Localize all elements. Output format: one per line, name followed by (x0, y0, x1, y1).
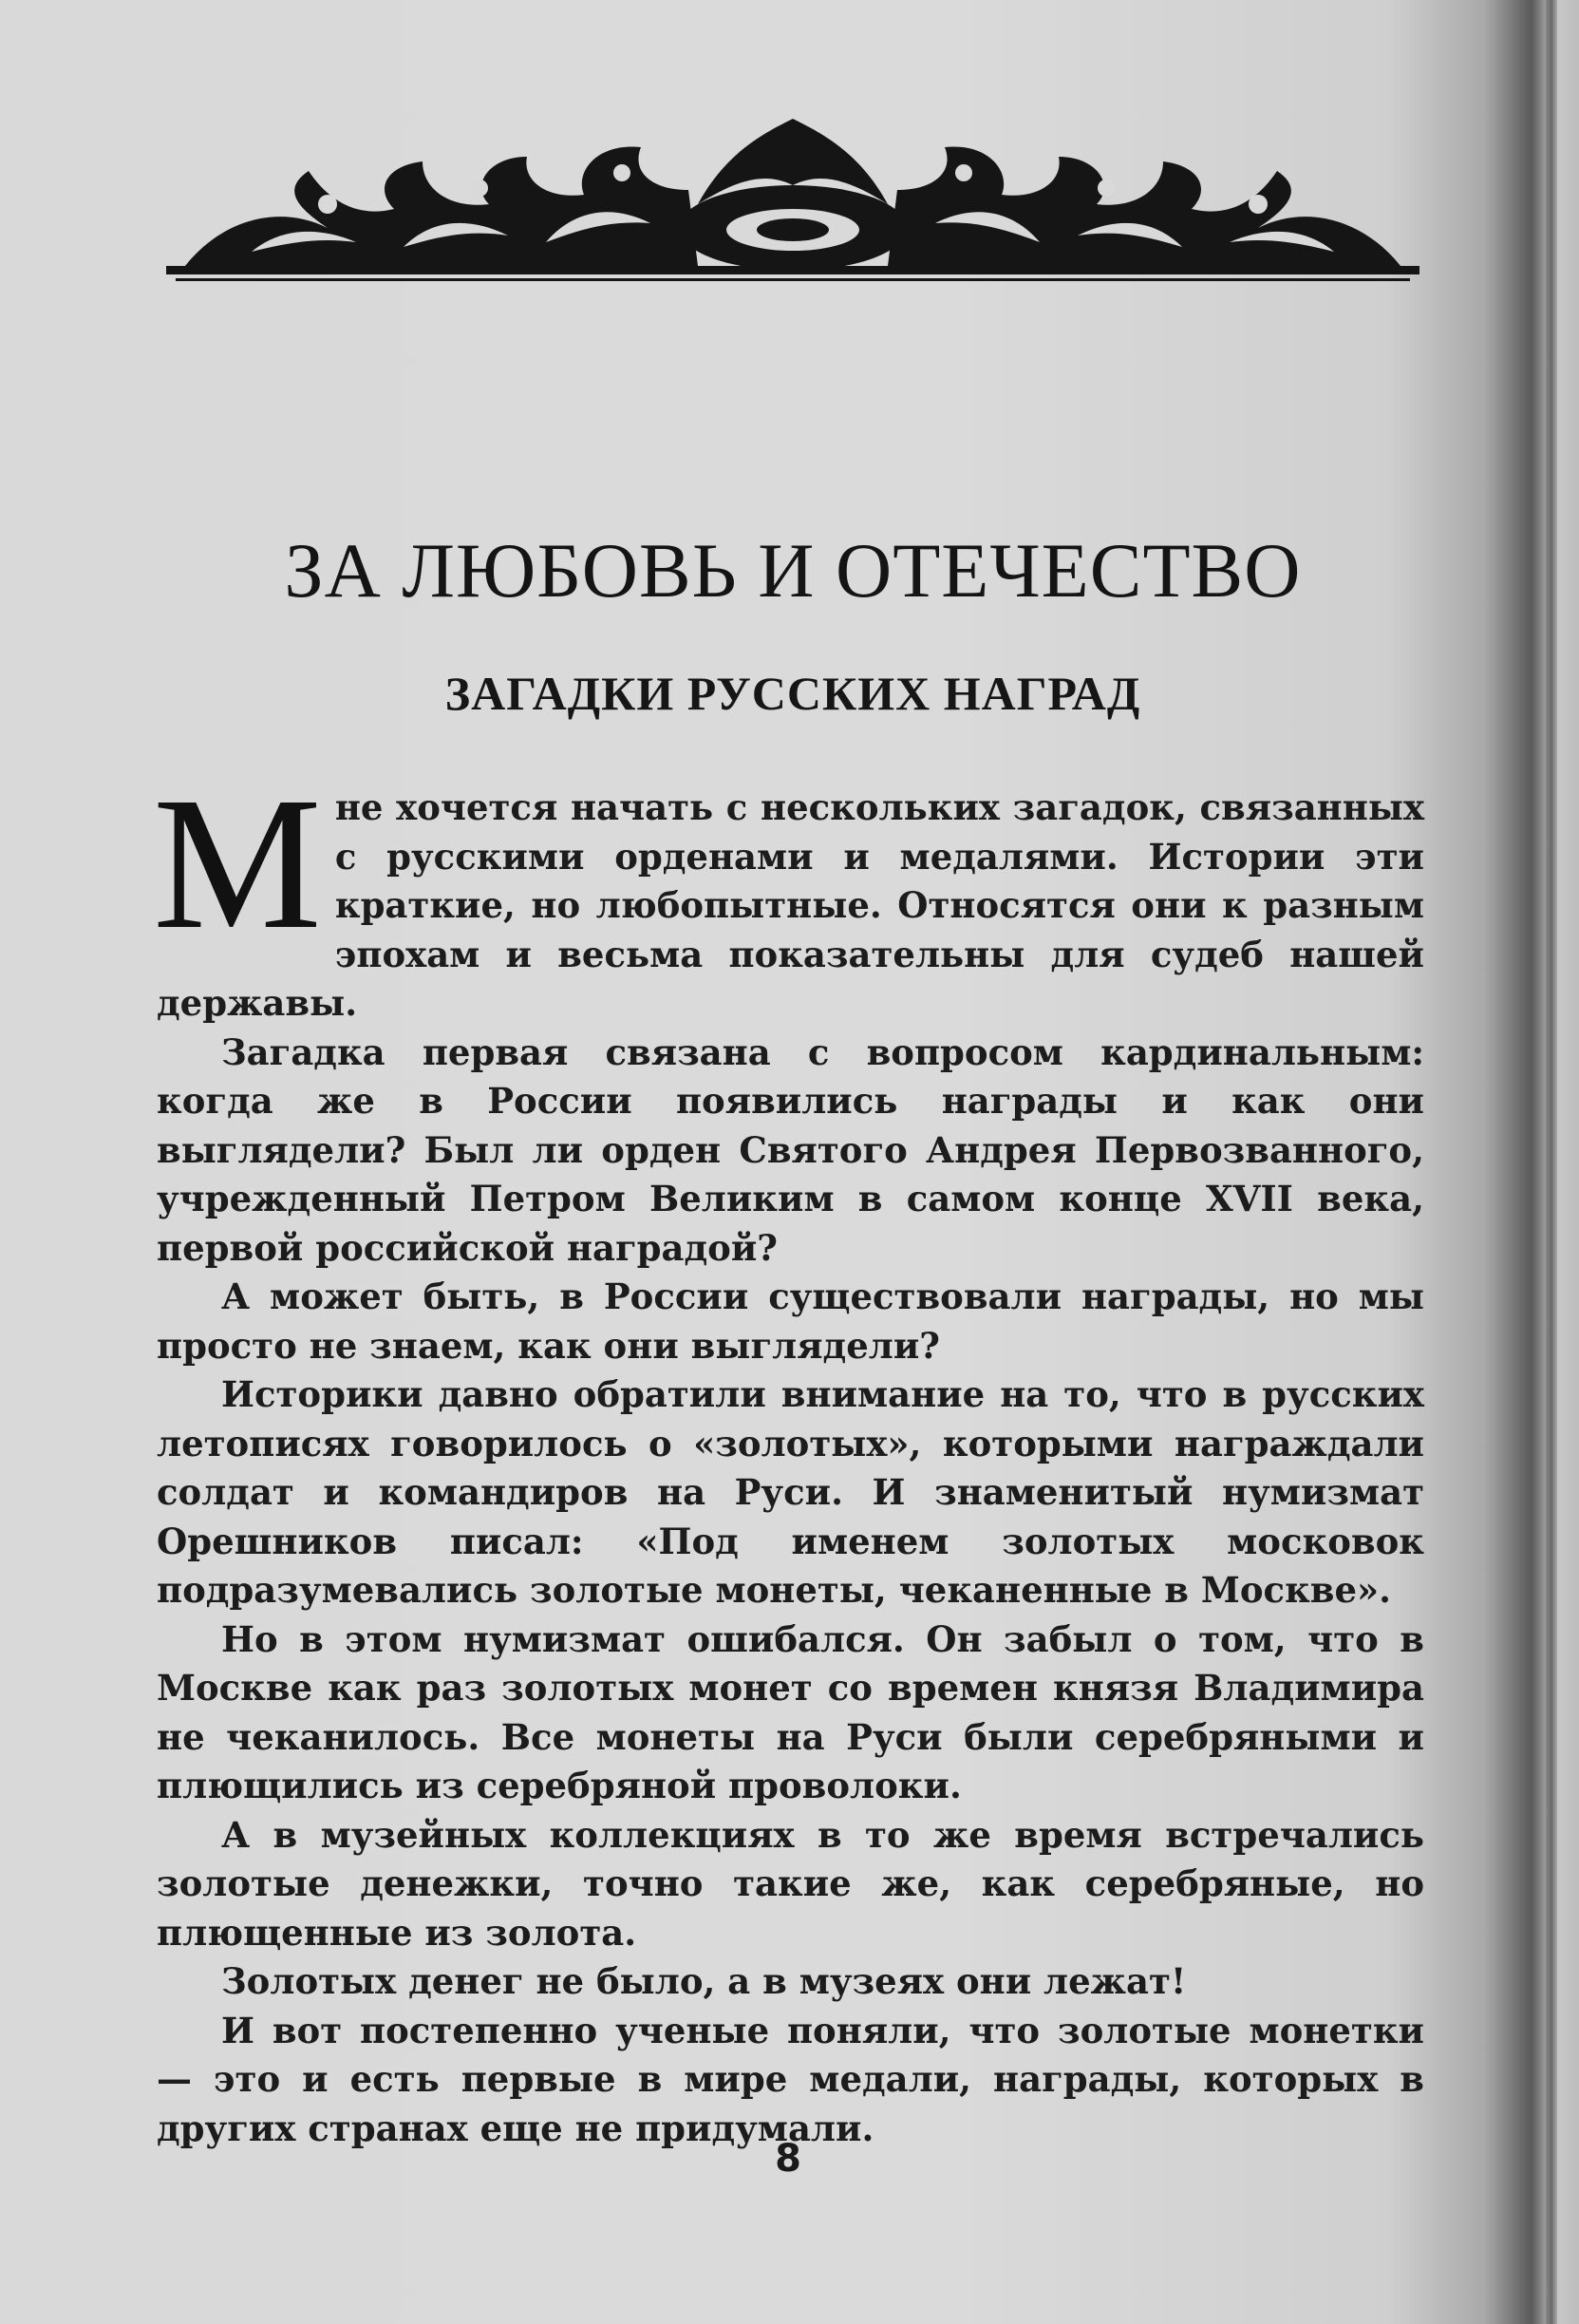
paragraph-text: не хочется начать с нескольких загадок, связанных с русскими орденами и медалями. Истории эти краткие, но любопытные. Относятся они к разным эпохам и весьма показательны для судеб нашей державы. (157, 786, 1424, 1024)
paragraph-4: Историки давно обратили внимание на то, что в русских летописях говорилось о «золотых», которыми награждали солдат и командиров на Руси. И знаменитый нумизмат Орешников писал: «Под именем золотых московок подразумевались золотые монеты, чеканенные в Москве». (157, 1373, 1424, 1611)
body-text (153, 759, 1424, 2153)
book-gutter-shadow (1546, 0, 1557, 2324)
paragraph-6: А в музейных коллекциях в то же время встречались золотые денежки, точно такие же, как серебряные, но плющенные из золота. (157, 1813, 1424, 1954)
floral-ornament-icon (166, 114, 1419, 290)
paragraph-3: А может быть, в России существовали награды, но мы просто не знаем, как они выглядели? (157, 1275, 1424, 1367)
section-subtitle: ЗАГАДКИ РУССКИХ НАГРАД (444, 667, 1141, 720)
paragraph-8: И вот постепенно ученые поняли, что золотые монетки — это и есть первые в мире медали, награды, которых в других странах еще не придумали. (157, 2009, 1424, 2149)
chapter-title: ЗА ЛЮБОВЬ И ОТЕЧЕСТВО (284, 527, 1302, 614)
paragraph-5: Но в этом нумизмат ошибался. Он забыл о том, что в Москве как раз золотых монет со времен князя Владимира не чеканилось. Все монеты на Руси были серебряными и плющились из серебряной проволоки. (157, 1617, 1424, 1806)
page-number: 8 (775, 2137, 801, 2181)
paragraph-7: Золотых денег не было, а в музеях они лежат! (221, 1960, 1187, 2002)
drop-cap: М (153, 759, 322, 969)
paragraph-1 (153, 759, 1424, 1029)
paragraph-2: Загадка первая связана с вопросом кардинальным: когда же в России появились награды и как они выглядели? Был ли орден Святого Андрея Первозванного, учрежденный Петром Великим в самом конце XVII века, первой российской наградой? (157, 1030, 1424, 1269)
